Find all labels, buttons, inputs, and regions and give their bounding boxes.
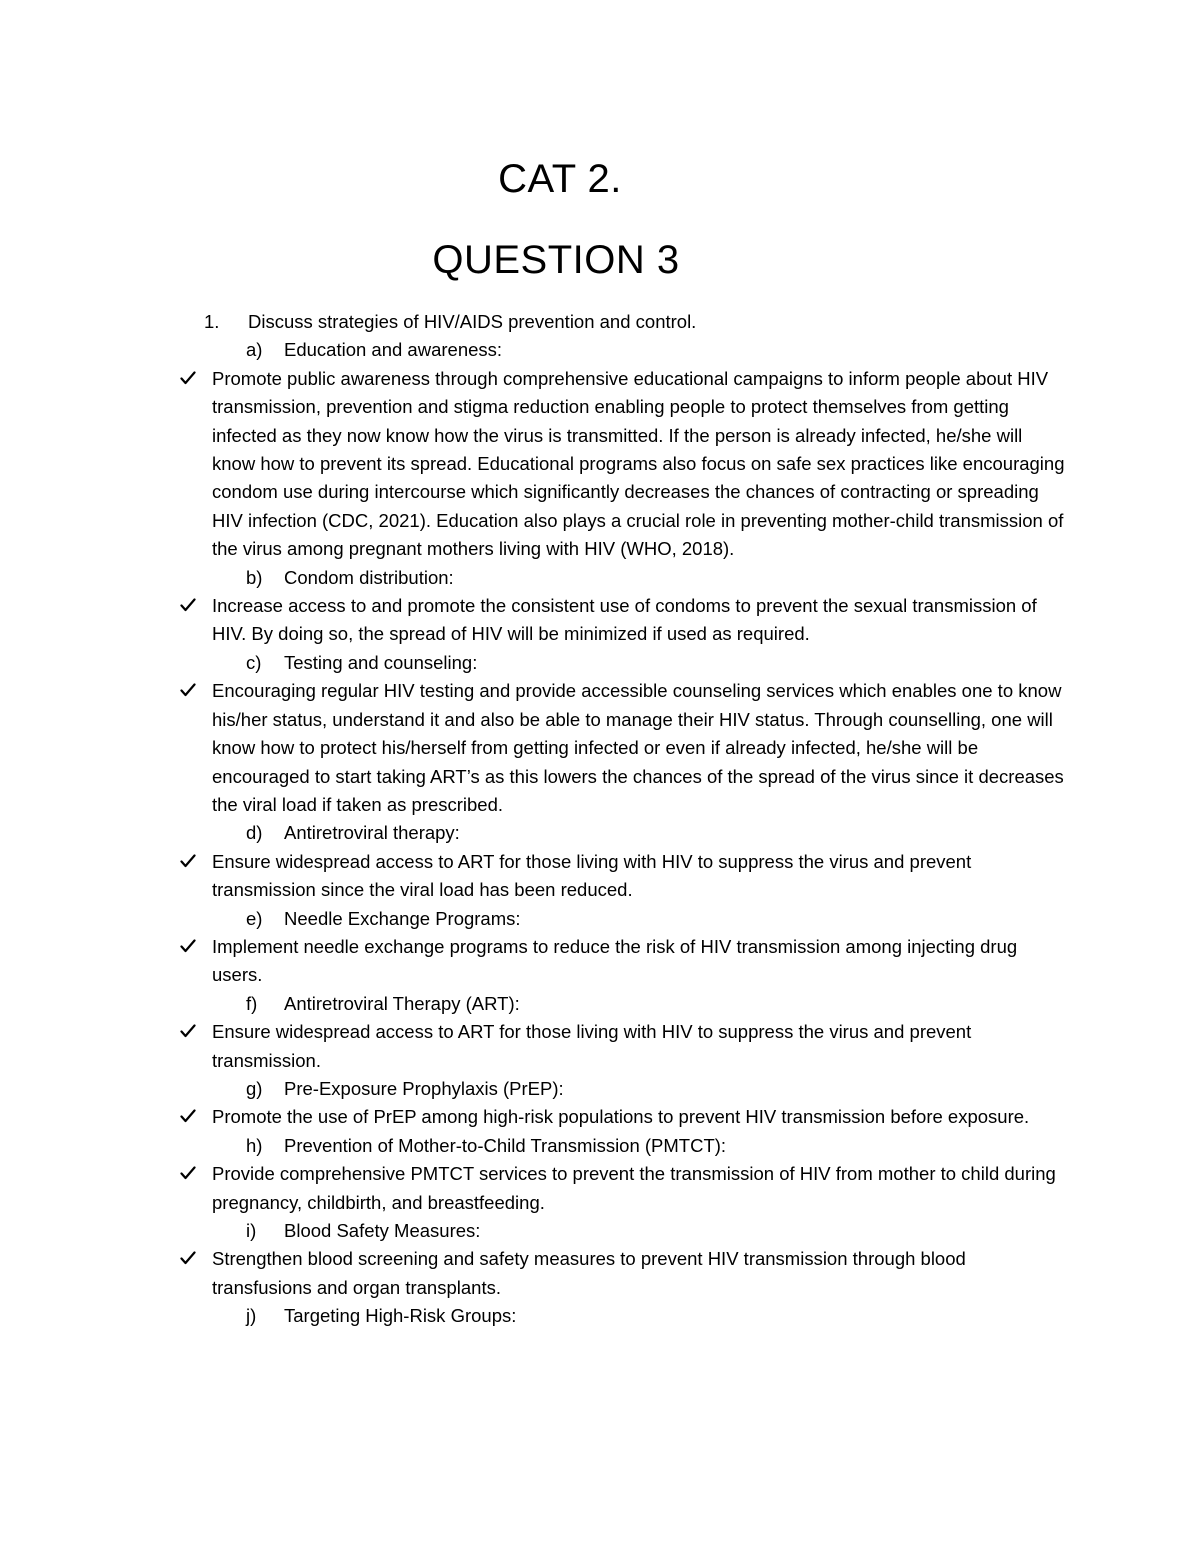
strategy-letter: b): [246, 566, 263, 588]
strategy-heading: [180, 649, 1080, 677]
strategy-bullet: [180, 1160, 1080, 1217]
strategy-bullet-text: Strengthen blood screening and safety measures to prevent HIV transmission through blood transfusions and organ transplants.: [212, 1248, 966, 1298]
strategy-heading: [180, 336, 1080, 364]
strategy-heading-text: Needle Exchange Programs:: [284, 907, 521, 929]
strategy-bullet: [180, 365, 1080, 564]
strategy-bullet-text: Encouraging regular HIV testing and provide accessible counseling services which enables one to know his/her status, understand it and also be able to manage their HIV status. Through counselling, one will know how to protect his/herself from getting infected or even if already infected, he/she will be encouraged to start taking ART’s as this lowers the chances of the spread of the virus since it decreases the viral load if taken as prescribed.: [212, 680, 1064, 815]
strategy-heading-text: Blood Safety Measures:: [284, 1220, 481, 1241]
question-title: QUESTION 3: [432, 238, 680, 282]
strategy-heading: [180, 819, 1080, 847]
checkmark-icon: [180, 1245, 204, 1273]
checkmark-icon: [180, 933, 204, 961]
strategy-bullet-text: Ensure widespread access to ART for those living with HIV to suppress the virus and prevent transmission since the viral load has been reduced.: [212, 850, 972, 901]
strategy-heading-text: Pre-Exposure Prophylaxis (PrEP):: [284, 1077, 564, 1099]
checkmark-icon: [180, 365, 204, 393]
strategy-heading: [180, 905, 1080, 933]
strategy-letter: h): [246, 1134, 263, 1156]
checkmark-icon: [180, 848, 204, 876]
document-body: [180, 308, 1080, 1331]
question-line: [180, 308, 1080, 336]
strategy-bullet: [180, 848, 1080, 905]
strategy-bullet: [180, 592, 1080, 649]
strategy-letter: f): [246, 992, 258, 1014]
strategy-letter: a): [246, 339, 263, 361]
strategy-bullet-text: Promote the use of PrEP among high-risk populations to prevent HIV transmission before exposure.: [212, 1106, 1030, 1128]
strategy-letter: c): [246, 651, 262, 673]
strategy-bullet-text: Provide comprehensive PMTCT services to prevent the transmission of HIV from mother to child during pregnancy, childbirth, and breastfeeding.: [212, 1163, 1056, 1213]
strategy-bullet-text: Ensure widespread access to ART for those living with HIV to suppress the virus and prevent transmission.: [212, 1021, 972, 1071]
strategy-bullet: [180, 1245, 1080, 1302]
question-number: 1.: [204, 311, 220, 332]
strategy-letter: i): [246, 1220, 257, 1241]
checkmark-icon: [180, 592, 204, 620]
strategy-heading: [180, 1132, 1080, 1160]
strategy-heading-text: Education and awareness:: [284, 339, 503, 361]
document-title: CAT 2.: [498, 157, 622, 201]
strategy-heading: [180, 990, 1080, 1018]
strategy-heading: [180, 1217, 1080, 1245]
strategy-bullet-text: Increase access to and promote the consistent use of condoms to prevent the sexual transmission of HIV. By doing so, the spread of HIV will be minimized if used as required.: [212, 595, 1037, 645]
checkmark-icon: [180, 1018, 204, 1046]
strategy-bullet-text: Promote public awareness through comprehensive educational campaigns to inform people about HIV transmission, prevention and stigma reduction enabling people to protect themselves from getting infected as they now know how the virus is transmitted. If the person is already infected, he/she will know how to prevent its spread. Educational programs also focus on safe sex practices like encouraging condom use during intercourse which significantly decreases the chances of contracting or spreading HIV infection (CDC, 2021). Education also plays a crucial role in preventing mother-child transmission of the virus among pregnant mothers living with HIV (WHO, 2018).: [212, 367, 1065, 560]
strategy-bullet: [180, 933, 1080, 990]
strategy-letter: g): [246, 1077, 263, 1099]
strategy-bullet: [180, 1018, 1080, 1075]
checkmark-icon: [180, 677, 204, 705]
strategy-heading: [180, 564, 1080, 592]
strategy-letter: j): [246, 1305, 257, 1327]
strategy-heading-text: Antiretroviral therapy:: [284, 822, 460, 844]
strategy-heading-text: Testing and counseling:: [284, 651, 478, 673]
strategy-letter: d): [246, 822, 263, 844]
strategy-letter: e): [246, 907, 263, 929]
strategy-bullet: [180, 677, 1080, 819]
checkmark-icon: [180, 1103, 204, 1131]
strategy-heading-text: Condom distribution:: [284, 566, 454, 588]
strategy-heading-text: Antiretroviral Therapy (ART):: [284, 992, 520, 1014]
strategy-list: [180, 336, 1080, 1330]
strategy-heading: [180, 1302, 1080, 1330]
strategy-heading: [180, 1075, 1080, 1103]
checkmark-icon: [180, 1160, 204, 1188]
strategy-bullet: [180, 1103, 1080, 1131]
strategy-bullet-text: Implement needle exchange programs to reduce the risk of HIV transmission among injecting drug users.: [212, 935, 1018, 986]
question-text: Discuss strategies of HIV/AIDS prevention and control.: [248, 311, 697, 332]
strategy-heading-text: Targeting High-Risk Groups:: [284, 1305, 517, 1327]
strategy-heading-text: Prevention of Mother-to-Child Transmission (PMTCT):: [284, 1134, 727, 1156]
